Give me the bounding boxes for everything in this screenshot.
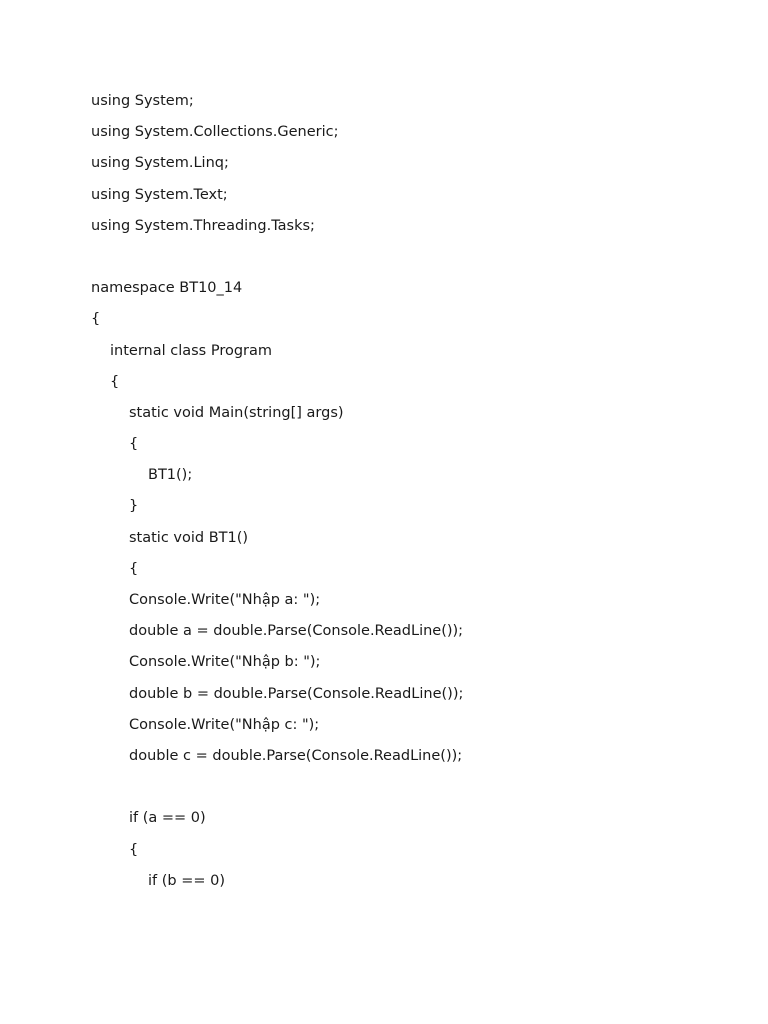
code-line: namespace BT10_14 [91,280,243,297]
code-line: } [129,498,139,515]
code-line: { [110,373,120,390]
code-line: using System.Text; [91,186,228,203]
code-line: { [129,841,139,858]
code-line [91,777,463,808]
code-line: { [129,436,139,453]
code-line: { [91,311,101,328]
code-line: using System.Threading.Tasks; [91,217,315,234]
code-line: BT1(); [148,467,193,484]
code-line [91,247,463,278]
code-line: using System; [91,93,194,109]
code-line: double c = double.Parse(Console.ReadLine()); [129,747,463,764]
code-line: static void Main(string[] args) [129,404,344,421]
code-line: Console.Write("Nhập a: "); [129,592,321,608]
code-line: if (b == 0) [148,872,226,889]
code-line: Console.Write("Nhập c: "); [129,716,320,733]
code-line: Console.Write("Nhập b: "); [129,654,321,671]
code-line: { [129,560,139,577]
code-line: using System.Linq; [91,155,229,172]
code-line: double b = double.Parse(Console.ReadLine()); [129,685,464,702]
code-line: using System.Collections.Generic; [91,124,339,141]
code-line: double a = double.Parse(Console.ReadLine()); [129,623,464,640]
code-listing [91,91,463,902]
code-line: static void BT1() [129,529,249,546]
code-line: if (a == 0) [129,810,206,827]
code-line: internal class Program [110,342,273,359]
